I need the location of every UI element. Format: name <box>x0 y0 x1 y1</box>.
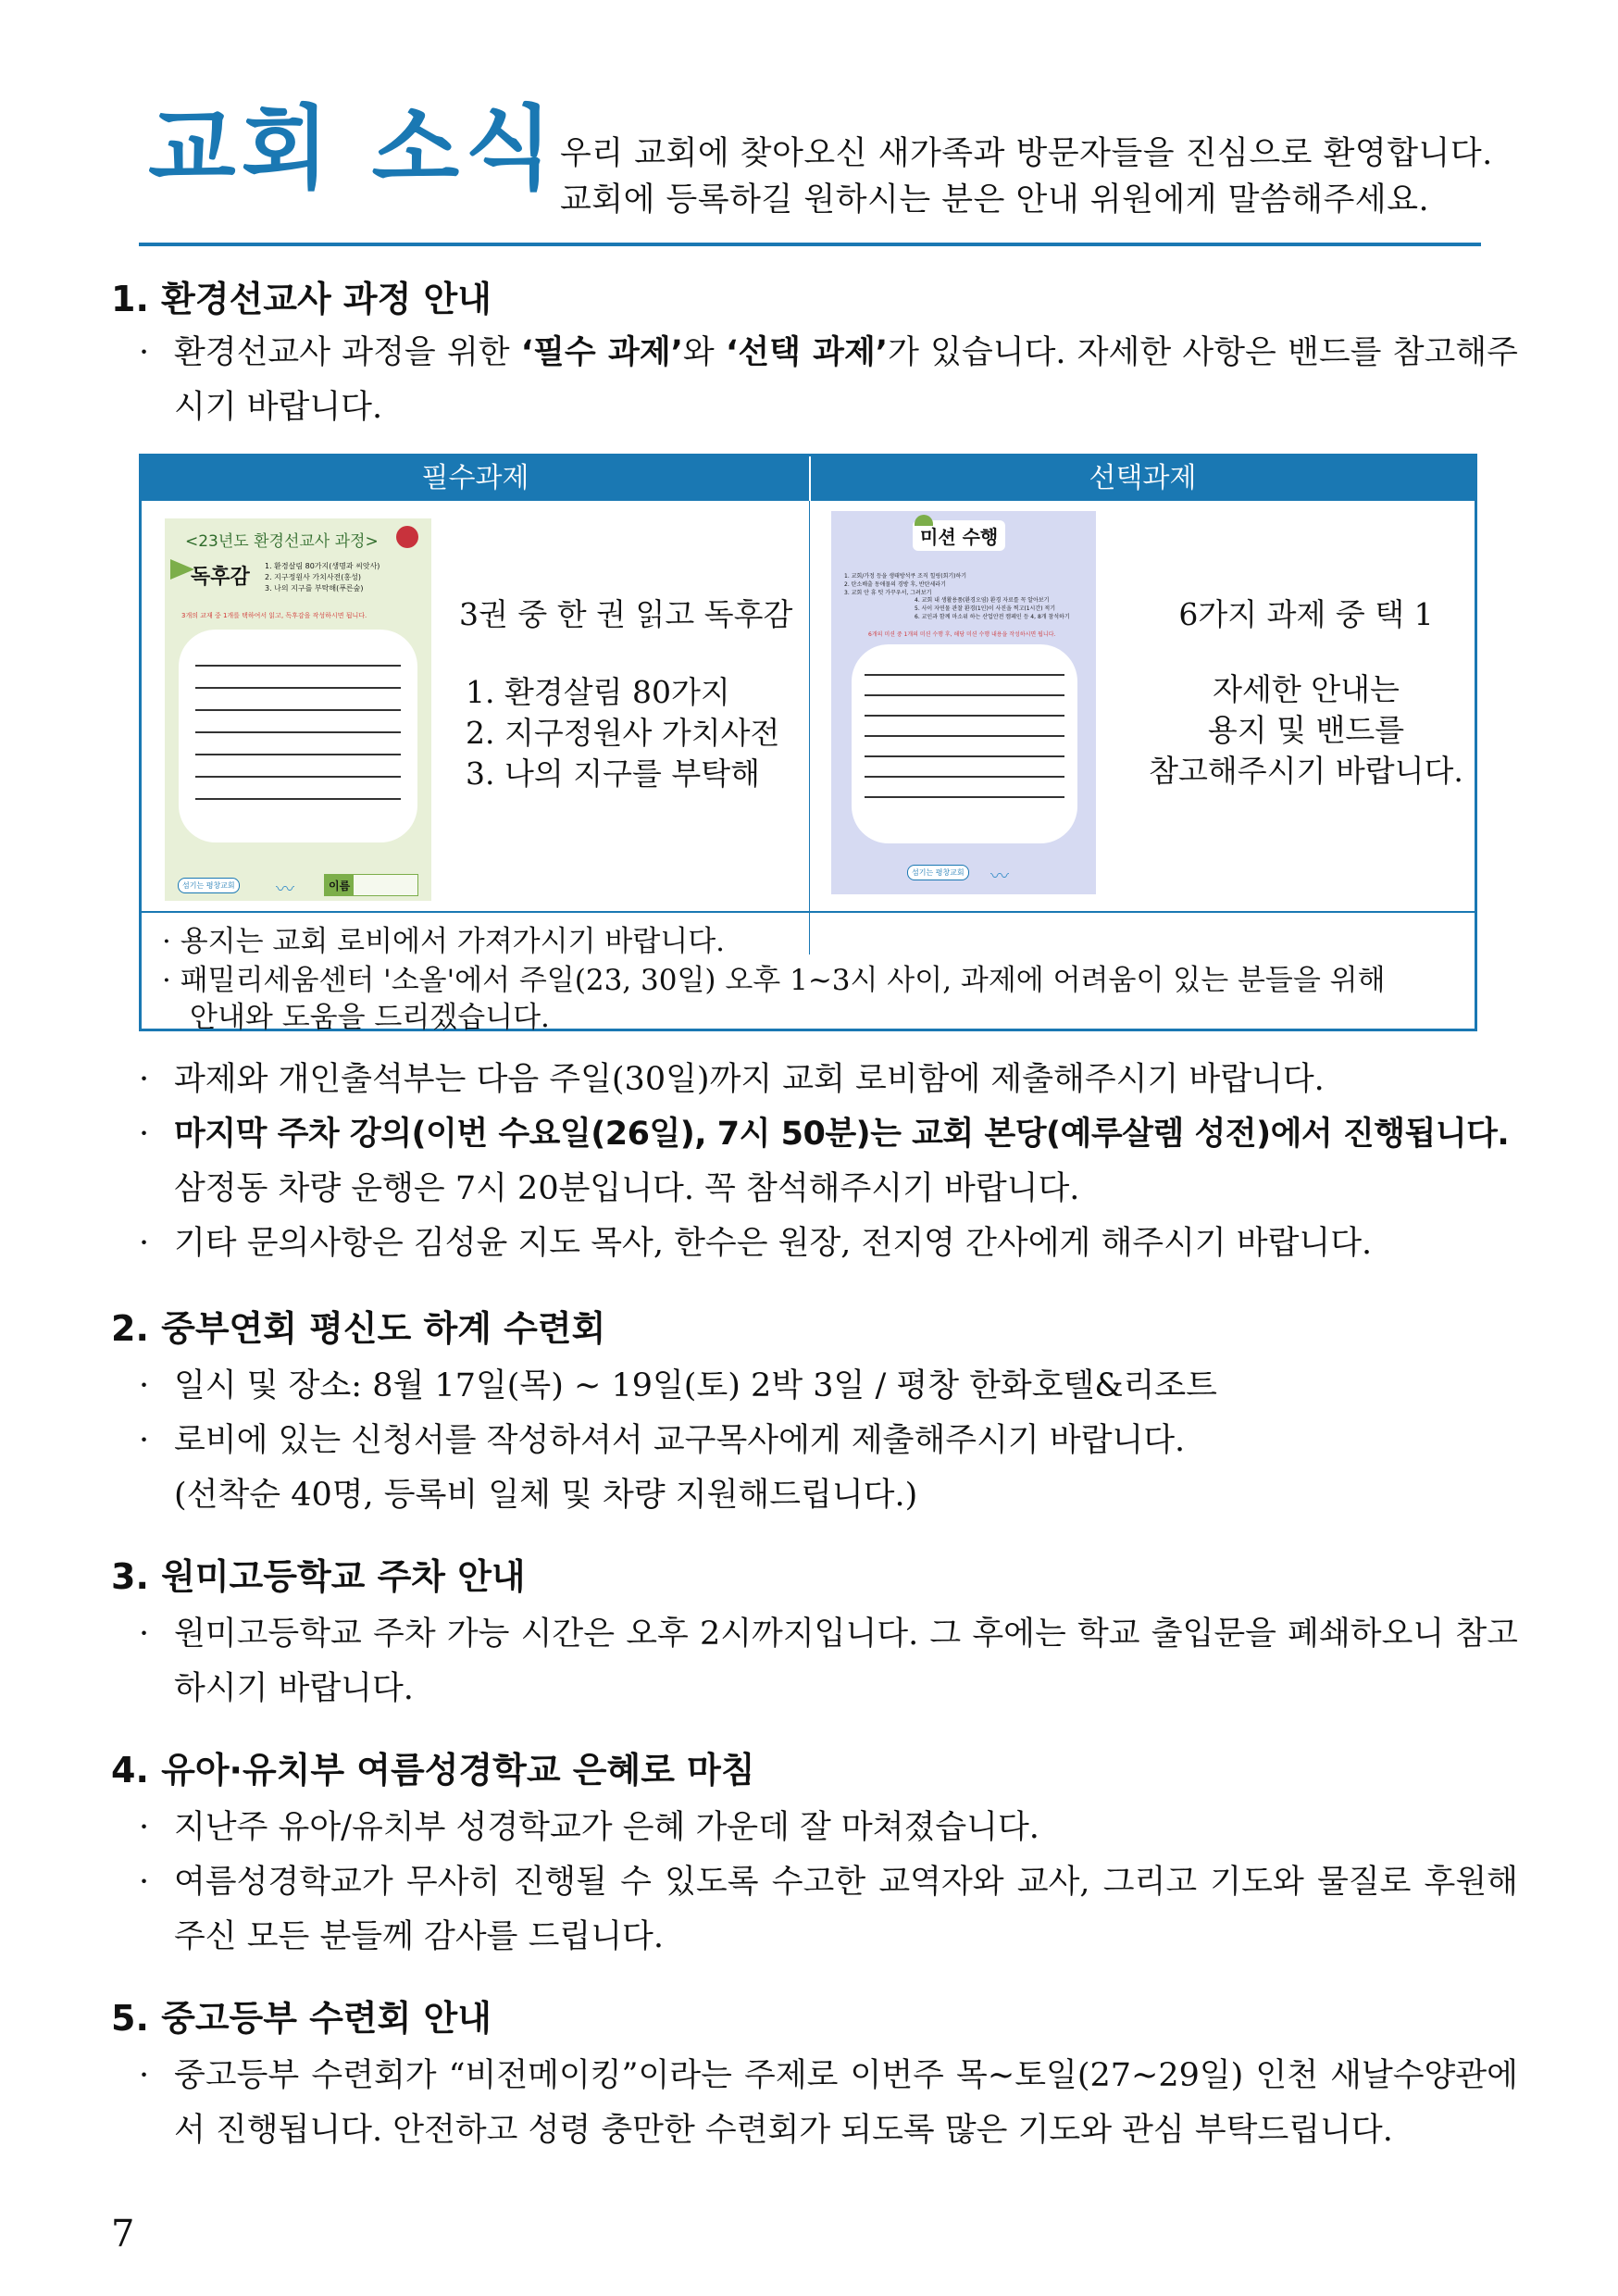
section-1-bullet-1: · 환경선교사 과정을 위한 ‘필수 과제’와 ‘선택 과제’가 있습니다. 자세한 사항은 밴드를 참고해주시기 바랍니다. <box>139 326 1518 435</box>
wave-logo-icon: 〰 <box>990 865 1009 887</box>
thumb-writing-area <box>852 644 1077 843</box>
bullet-glyph: · <box>139 334 150 371</box>
thumb-mission-list-1: 1. 교회/가정 등을 생태방석쿠 조직 힐링(회기)하기 2. 탄소배출 동애물의 경방 후, 반탄세라기 3. 교회 안 휴 텃 가꾸우서, 그려보기 <box>844 573 967 596</box>
section-3-bullet-1: · 원미고등학교 주차 가능 시간은 오후 2시까지입니다. 그 후에는 학교 출입문을 폐쇄하오니 참고하시기 바랍니다. <box>139 1616 1518 1707</box>
section-4-title: 4. 유아·유치부 여름성경학교 은혜로 마침 <box>111 1750 755 1791</box>
optional-task-label: ‘선택 과제’ <box>725 334 889 371</box>
table-note-1: · 용지는 교회 로비에서 가져가시기 바랍니다. <box>162 925 726 958</box>
section-2-bullet-1: · 일시 및 장소: 8월 17일(목) ~ 19일(토) 2박 3일 / 평창 한화호텔&리조트 <box>139 1367 1217 1404</box>
required-intro: 3권 중 한 권 읽고 독후감 <box>459 596 793 632</box>
section-4-bullet-2: · 여름성경학교가 무사히 진행될 수 있도록 수고한 교역자와 교사, 그리고 기도와 물질로 후원해주신 모든 분들께 감사를 드립니다. <box>139 1864 1518 1955</box>
section-5-title: 5. 중고등부 수련회 안내 <box>111 1998 492 2039</box>
section-4-bullet-1: · 지난주 유아/유치부 성경학교가 은혜 가운데 잘 마쳐졌습니다. <box>139 1809 1039 1846</box>
optional-intro: 6가지 과제 중 택 1 <box>1178 596 1434 632</box>
section-5-bullet-1: · 중고등부 수련회가 “비전메이킹”이라는 주제로 이번주 목~토일(27~29일) 인천 새날수양관에서 진행됩니다. 안전하고 성령 충만한 수련회가 되도록 많은 기도와 관심 부탁드립니다. <box>139 2057 1518 2149</box>
page-number: 7 <box>111 2213 135 2255</box>
thumb-instruction: 6개의 미션 중 1개의 미션 수행 후, 해당 미션 수행 내용을 작성하시면 됩니다. <box>868 631 1056 638</box>
mission-form-thumbnail <box>831 511 1096 894</box>
section-1-bullet-4: · 기타 문의사항은 김성윤 지도 목사, 한수은 원장, 전지영 간사에게 해주시기 바랍니다. <box>139 1225 1373 1262</box>
section-3-title: 3. 원미고등학교 주차 안내 <box>111 1556 526 1597</box>
section-2-title: 2. 중부연회 평신도 하계 수련회 <box>111 1308 606 1349</box>
required-book-list <box>466 672 779 794</box>
table-header-optional: 선택과제 <box>1089 462 1197 494</box>
row-divider <box>142 911 1475 913</box>
thumb-instruction: 3개의 교재 중 1개를 택하여서 읽고, 독후감을 작성하시면 됩니다. <box>181 612 367 619</box>
section-1-bullet-3: · 마지막 주차 강의(이번 수요일(26일), 7시 50분)는 교회 본당(예루살렘 성전)에서 진행됩니다. 삼정동 차량 운행은 7시 20분입니다. 꼭 참석해주시기 바랍니다. <box>139 1116 1510 1207</box>
welcome-line-1: 우리 교회에 찾아오신 새가족과 방문자들을 진심으로 환영합니다. <box>560 135 1493 172</box>
table-note-2: · 패밀리세움센터 '소올'에서 주일(23, 30일) 오후 1~3시 사이, 과제에 어려움이 있는 분들을 위해 <box>162 964 1386 997</box>
section-1-bullet-2: · 과제와 개인출석부는 다음 주일(30일)까지 교회 로비함에 제출해주시기 바랍니다. <box>139 1061 1325 1098</box>
church-logo: 섬기는 평창교회 <box>907 865 969 880</box>
thumb-label: 독후감 <box>191 566 250 589</box>
table-header-required: 필수과제 <box>421 462 529 494</box>
welcome-line-2: 교회에 등록하길 원하시는 분은 안내 위원에게 말씀해주세요. <box>560 181 1430 218</box>
assignment-table <box>139 454 1477 1034</box>
section-1-title: 1. 환경선교사 과정 안내 <box>111 279 492 319</box>
thumb-mission-list-2: 4. 교회 내 생활용품(환경오염) 환경 자료를 꼭 알아보기 5. 사이 자연물 관찰 환경(1인)이 사진을 찍고(1시간) 적기 6. 교인과 함께 마소위 하는 산업안전 캠페인 등 4, 8개 참석하기 <box>915 597 1070 620</box>
thumb-book-list: 1. 환경살림 80가지(생명과 씨앗사) 2. 지구정원사 가치사전(홍성) 3. 나의 지구를 부탁해(푸른숲) <box>265 562 380 593</box>
thumb-label: 미션 수행 <box>913 520 1005 551</box>
name-field: 이름 <box>324 874 418 896</box>
thumb-writing-area <box>179 630 417 842</box>
table-note-3: 안내와 도움을 드리겠습니다. <box>190 1001 550 1034</box>
korea-emblem-icon <box>396 526 418 548</box>
final-lecture-notice: 마지막 주차 강의(이번 수요일(26일), 7시 50분)는 교회 본당(예루살렘 성전)에서 진행됩니다. <box>174 1116 1510 1153</box>
table-header <box>142 456 1475 501</box>
column-divider <box>809 501 810 955</box>
book-report-form-thumbnail <box>165 518 431 901</box>
required-task-label: ‘필수 과제’ <box>520 334 683 371</box>
thumb-course-title: <23년도 환경선교사 과정> <box>185 532 379 551</box>
book-item: 3. 나의 지구를 부탁해 <box>466 755 760 792</box>
book-item: 1. 환경살림 80가지 <box>466 674 730 710</box>
book-item: 2. 지구정원사 가치사전 <box>466 715 780 751</box>
section-2-bullet-2: · 로비에 있는 신청서를 작성하셔서 교구목사에게 제출해주시기 바랍니다. (선착순 40명, 등록비 일체 및 차량 지원해드립니다.) <box>139 1422 1186 1514</box>
optional-note: 자세한 안내는 용지 및 밴드를 참고해주시기 바랍니다. <box>1149 671 1463 789</box>
church-logo: 섬기는 평창교회 <box>178 878 240 893</box>
page-title: 교회 소식 <box>148 96 558 202</box>
wave-logo-icon: 〰 <box>276 878 294 900</box>
plant-icon <box>915 515 933 526</box>
header-divider <box>139 243 1481 246</box>
